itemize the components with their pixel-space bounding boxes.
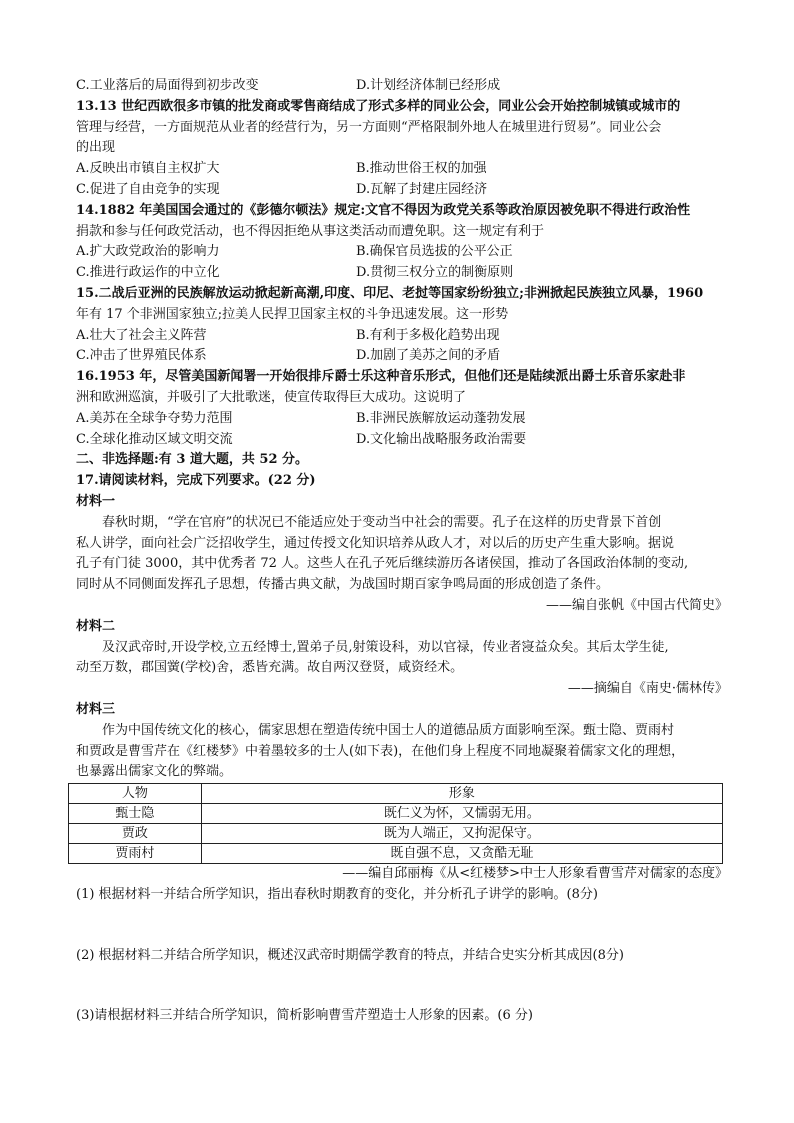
material-3-label: 材料三 — [76, 701, 116, 717]
q15-option-d: D.加剧了美苏之间的矛盾 — [356, 348, 501, 364]
material-2-label: 材料二 — [76, 618, 116, 634]
q15-option-b: B.有利于多极化趋势出现 — [356, 327, 500, 343]
q16-option-a: A.美苏在全球争夺势力范围 — [76, 410, 233, 426]
q16-option-b: B.非洲民族解放运动蓬勃发展 — [356, 410, 526, 426]
q14-stem-line-1: 14.1882 年美国国会通过的《彭德尔顿法》规定:文官不得因为政党关系等政治原因被免职不得进行政治性 — [76, 202, 691, 218]
q13-stem-line-2: 管理与经营，一方面规范从业者的经营行为，另一方面则“严格限制外地人在城里进行贸易”。同业公会 — [76, 119, 662, 135]
material-3-line-2: 和贾政是曹雪芹在《红楼梦》中着墨较多的士人(如下表)，在他们身上程度不同地凝聚着儒家文化的理想， — [76, 743, 685, 759]
table-header-cell: 形象 — [201, 784, 722, 804]
q17-sub-question-2: (2) 根据材料二并结合所学知识，概述汉武帝时期儒学教育的特点，并结合史实分析其成因(8分) — [76, 947, 624, 963]
characters-table — [68, 783, 723, 864]
exam-page — [76, 76, 728, 1027]
material-2-line-2: 动至万数，郡国黉(学校)舍，悉皆充满。故自两汉登贤，咸资经术。 — [76, 660, 464, 676]
material-2-source: ——摘编自《南史·儒林传》 — [567, 681, 728, 697]
q16-stem-line-2: 洲和欧洲巡演，并吸引了大批歌迷，使宣传取得巨大成功。这说明了 — [76, 389, 467, 405]
q13-option-c: C.促进了自由竞争的实现 — [76, 181, 220, 197]
q17-sub-question-3: (3)请根据材料三并结合所学知识，简析影响曹雪芹塑造士人形象的因素。(6 分) — [76, 1008, 533, 1024]
table-header-cell: 人物 — [69, 784, 202, 804]
table-row — [69, 844, 723, 864]
table-cell: 既仁义为怀，又懦弱无用。 — [201, 804, 722, 824]
q15-option-c: C.冲击了世界殖民体系 — [76, 348, 207, 364]
q13-option-b: B.推动世俗王权的加强 — [356, 161, 487, 177]
q14-option-a: A.扩大政党政治的影响力 — [76, 244, 220, 260]
material-3-source: ——编自邱丽梅《从<红楼梦>中士人形象看曹雪芹对儒家的态度》 — [342, 866, 728, 882]
q16-stem-line-1: 16.1953 年，尽管美国新闻署一开始很排斥爵士乐这种音乐形式，但他们还是陆续派出爵士乐音乐家赴非 — [76, 369, 686, 385]
q13-options-ab — [76, 159, 728, 180]
table-cell: 既为人端正，又拘泥保守。 — [201, 824, 722, 844]
table-row — [69, 804, 723, 824]
material-1-source: ——编自张帆《中国古代简史》 — [545, 597, 728, 613]
q12-option-d: D.计划经济体制已经形成 — [356, 78, 501, 93]
q16-options-cd — [76, 430, 728, 451]
q15-stem-line-1: 15.二战后亚洲的民族解放运动掀起新高潮,印度、印尼、老挝等国家纷纷独立;非洲掀起民族独立风暴，1960 — [76, 285, 704, 301]
q14-stem-line-2: 捐款和参与任何政党活动，也不得因拒绝从事这类活动而遭免职。这一规定有利于 — [76, 223, 545, 239]
q17-title: 17.请阅读材料，完成下列要求。(22 分) — [76, 473, 316, 489]
material-1-line-4: 同时从不同侧面发挥孔子思想，传播古典文献，为战国时期百家争鸣局面的形成创造了条件。 — [76, 577, 610, 593]
q13-stem-line-3: 的出现 — [76, 140, 116, 156]
section-2-title: 二、非选择题:有 3 道大题，共 52 分。 — [76, 452, 309, 468]
q15-options-cd — [76, 346, 728, 367]
q14-option-d: D.贯彻三权分立的制衡原则 — [356, 265, 514, 281]
material-1-line-2: 私人讲学，面向社会广泛招收学生，通过传授文化知识培养从政人才，对以后的历史产生重大影响。据说 — [76, 535, 675, 551]
q15-stem-line-2: 年有 17 个非洲国家独立;拉美人民捍卫国家主权的斗争迅速发展。这一形势 — [76, 306, 509, 322]
q12-option-c: C.工业落后的局面得到初步改变 — [76, 78, 259, 93]
material-3-line-1: 作为中国传统文化的核心，儒家思想在塑造传统中国士人的道德品质方面影响至深。甄士隐、贾雨村 — [102, 722, 675, 738]
q14-option-b: B.确保官员选拔的公平公正 — [356, 244, 513, 260]
q15-option-a: A.壮大了社会主义阵营 — [76, 327, 207, 343]
q14-option-c: C.推进行政运作的中立化 — [76, 265, 220, 281]
table-header-row — [69, 784, 723, 804]
material-1-line-3: 孔子有门徒 3000，其中优秀者 72 人。这些人在孔子死后继续游历各诸侯国，推动了各国政治体制的变动, — [76, 556, 689, 572]
q13-option-d: D.瓦解了封建庄园经济 — [356, 181, 488, 197]
material-1-label: 材料一 — [76, 493, 116, 509]
q13-stem-line-1: 13.13 世纪西欧很多市镇的批发商或零售商结成了形式多样的同业公会，同业公会开始控制城镇或城市的 — [76, 98, 681, 114]
q15-options-ab — [76, 326, 728, 347]
table-cell: 既自强不息，又贪酷无耻 — [201, 844, 722, 864]
q14-options-ab — [76, 242, 728, 263]
q16-option-c: C.全球化推动区域文明交流 — [76, 431, 233, 447]
material-1-line-1: 春秋时期，“学在官府”的状况已不能适应处于变动当中社会的需要。孔子在这样的历史背景下首创 — [102, 514, 662, 530]
q16-option-d: D.文化输出战略服务政治需要 — [356, 431, 527, 447]
q14-options-cd — [76, 263, 728, 284]
q12-options-cd — [76, 76, 728, 97]
q13-options-cd — [76, 180, 728, 201]
table-row — [69, 824, 723, 844]
q13-option-a: A.反映出市镇自主权扩大 — [76, 161, 220, 177]
q16-options-ab — [76, 409, 728, 430]
table-cell: 贾雨村 — [69, 844, 202, 864]
table-cell: 贾政 — [69, 824, 202, 844]
material-3-line-3: 也暴露出儒家文化的弊端。 — [76, 764, 233, 780]
material-2-line-1: 及汉武帝时,开设学校,立五经博士,置弟子员,射策设科，劝以官禄，传业者寖益众矣。其后太学生徒, — [102, 639, 669, 655]
table-cell: 甄士隐 — [69, 804, 202, 824]
q17-sub-question-1: (1) 根据材料一并结合所学知识，指出春秋时期教育的变化，并分析孔子讲学的影响。(8分) — [76, 886, 598, 902]
